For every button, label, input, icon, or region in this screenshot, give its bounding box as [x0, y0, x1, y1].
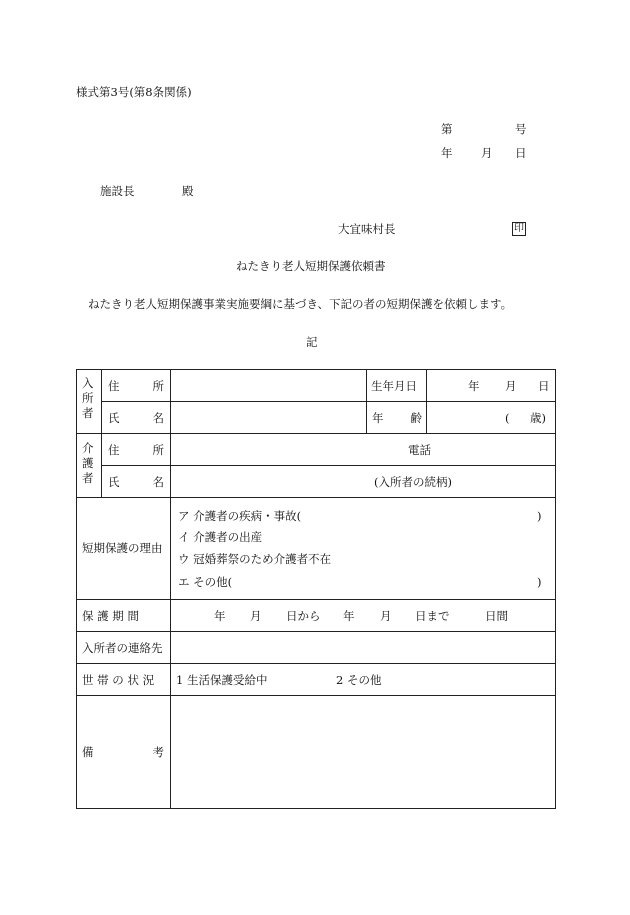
- caregiver-name-label: 氏 名: [108, 475, 164, 489]
- body-text: ねたきり老人短期保護事業実施要綱に基づき、下記の者の短期保護を依頼します。: [88, 297, 513, 311]
- remarks-input[interactable]: [173, 698, 553, 806]
- reason-e-close: ): [537, 575, 542, 589]
- contact-input[interactable]: [173, 634, 553, 661]
- form-number: 様式第3号(第8条関係): [76, 85, 192, 99]
- period-start-year: 年: [214, 609, 226, 623]
- resident-address-label: 住 所: [108, 379, 164, 393]
- caregiver-address-label: 住 所: [108, 443, 164, 457]
- doc-number-prefix: 第: [441, 122, 453, 136]
- reason-a[interactable]: ア 介護者の疾病・事故(: [178, 509, 302, 523]
- period-end-year: 年: [343, 609, 355, 623]
- birth-date-label: 生年月日: [371, 379, 417, 393]
- period-start-month: 月: [250, 609, 262, 623]
- age-label: 年 齢: [372, 411, 422, 425]
- age-unit: 歳): [530, 411, 546, 425]
- household-option-1[interactable]: 1 生活保護受給中: [176, 673, 268, 687]
- resident-address-input[interactable]: [173, 372, 363, 399]
- relation-label: (入所者の続柄): [374, 475, 452, 489]
- reason-e[interactable]: エ その他(: [178, 575, 233, 589]
- document-title: ねたきり老人短期保護依頼書: [236, 259, 386, 273]
- doc-number-suffix: 号: [515, 122, 527, 136]
- date-year: 年: [441, 146, 453, 160]
- resident-name-input[interactable]: [173, 404, 363, 431]
- household-label: 世 帯 の 状 況: [82, 673, 155, 687]
- period-end-month: 月: [380, 609, 392, 623]
- date-day: 日: [515, 146, 527, 160]
- reason-i[interactable]: イ 介護者の出産: [178, 530, 263, 544]
- birth-day: 日: [538, 379, 550, 393]
- resident-name-label: 氏 名: [108, 411, 164, 425]
- age-paren-open: (: [505, 411, 510, 425]
- resident-label: 入 所 者: [82, 376, 94, 420]
- period-end-day: 日まで: [415, 609, 450, 623]
- period-label: 保 護 期 間: [82, 609, 139, 623]
- phone-label: 電話: [408, 443, 431, 457]
- caregiver-label: 介 護 者: [82, 441, 94, 485]
- addressee-honorific: 殿: [182, 184, 194, 198]
- period-days: 日間: [485, 609, 508, 623]
- sender-name: 大宜味村長: [338, 222, 396, 236]
- date-month: 月: [481, 146, 493, 160]
- birth-year: 年: [468, 379, 480, 393]
- reason-a-close: ): [537, 509, 542, 523]
- reason-label: 短期保護の理由: [82, 541, 163, 555]
- addressee-title: 施設長: [100, 184, 135, 198]
- remarks-label: 備 考: [82, 745, 164, 759]
- ki-label: 記: [306, 335, 318, 349]
- period-start-day: 日から: [286, 609, 321, 623]
- household-option-2[interactable]: 2 その他: [336, 673, 382, 687]
- seal-mark: [512, 220, 526, 236]
- reason-u[interactable]: ウ 冠婚葬祭のため介護者不在: [178, 552, 332, 566]
- birth-month: 月: [505, 379, 517, 393]
- caregiver-name-input[interactable]: [173, 468, 553, 495]
- birth-date-field[interactable]: [429, 372, 553, 399]
- seal-text: 印: [514, 223, 524, 234]
- contact-label: 入所者の連絡先: [82, 641, 163, 655]
- caregiver-address-input[interactable]: [173, 436, 553, 463]
